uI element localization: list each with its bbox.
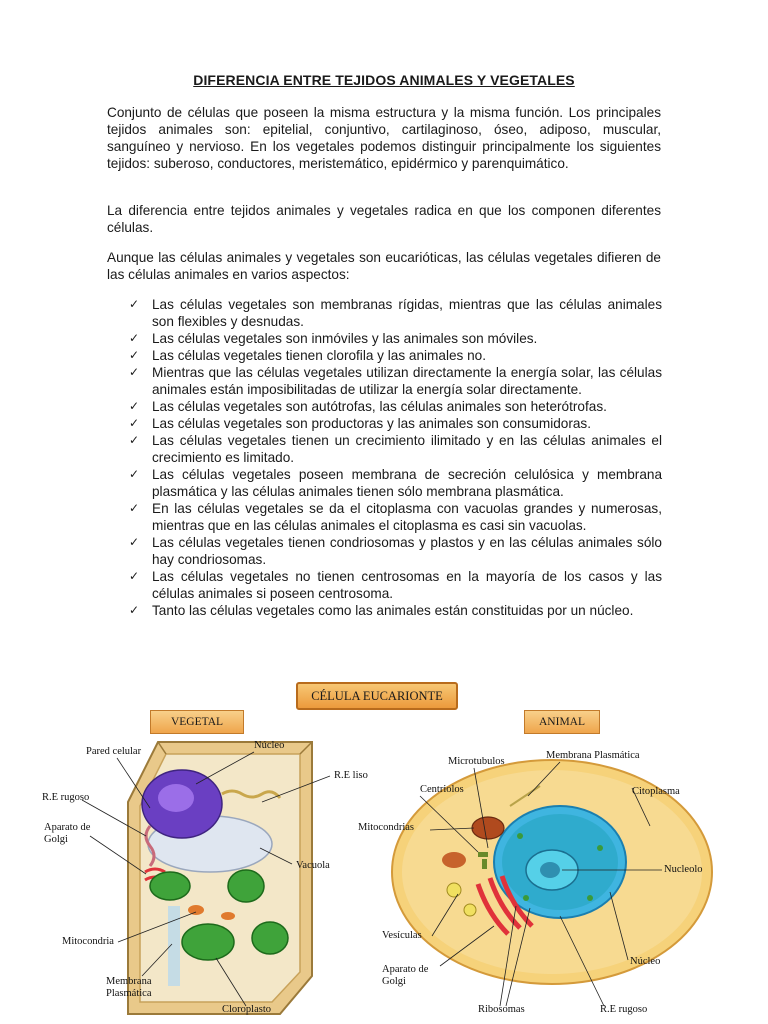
label-vacuola: Vacuola	[296, 860, 330, 871]
plant-header: VEGETAL	[150, 710, 244, 734]
check-icon: ✓	[129, 297, 140, 311]
animal-header: ANIMAL	[524, 710, 600, 734]
label-mitocondria: Mitocondria	[62, 936, 114, 947]
label-nucleolo: Nucleolo	[664, 864, 703, 875]
differences-list	[129, 296, 662, 619]
list-item: ✓ En las células vegetales se da el citoplasma con vacuolas grandes y numerosas, mientras que en las células animales el citoplasma es casi sin vacuolas.	[129, 501, 662, 533]
label-re-liso: R.E liso	[334, 770, 368, 781]
chloroplast-shape	[150, 872, 190, 900]
paragraph-eukaryotic: Aunque las células animales y vegetales son eucarióticas, las células vegetales difieren de las células animales en varios aspectos:	[107, 250, 661, 282]
label-re-rugoso-animal: R.E rugoso	[600, 1004, 648, 1015]
check-icon: ✓	[129, 433, 140, 447]
list-item: ✓ Mientras que las células vegetales utilizan directamente la energía solar, las células animales están imposibilitadas de utilizar la energía solar directamente.	[129, 365, 662, 397]
eukaryotic-cell-label: CÉLULA EUCARIONTE	[296, 682, 458, 710]
label-golgi-vegetal: Aparato de Golgi	[44, 822, 91, 845]
check-icon: ✓	[129, 416, 140, 430]
label-citoplasma: Citoplasma	[632, 786, 680, 797]
check-icon: ✓	[129, 535, 140, 549]
paragraph-difference: La diferencia entre tejidos animales y vegetales radica en que los componen diferentes células.	[107, 203, 661, 235]
label-re-rugoso-vegetal: R.E rugoso	[42, 792, 90, 803]
list-item: ✓ Las células vegetales son inmóviles y las animales son móviles.	[129, 331, 538, 346]
label-centriolos: Centriolos	[420, 784, 464, 795]
check-icon: ✓	[129, 399, 140, 413]
label-pared-celular: Pared celular	[86, 746, 142, 757]
label-cloroplasto: Cloroplasto	[222, 1004, 271, 1015]
check-icon: ✓	[129, 467, 140, 481]
list-item: ✓ Las células vegetales son membranas rígidas, mientras que las células animales son flexibles y desnudas.	[129, 297, 662, 329]
paragraph-intro: Conjunto de células que poseen la misma estructura y la misma función. Los principales tejidos animales son: epitelial, conjuntivo, cartilaginoso, óseo, adiposo, muscular, sanguíneo y nervioso. En los vegetales podemos distinguir principalmente los siguientes tejidos: suberoso, conductores, meristemático, epidérmico y parenquimático.	[107, 105, 661, 171]
check-icon: ✓	[129, 501, 140, 515]
label-microtubulos: Microtubulos	[448, 756, 505, 767]
label-nucleo-animal: Núcleo	[630, 956, 661, 967]
plant-cell	[82, 742, 330, 1014]
check-icon: ✓	[129, 603, 140, 617]
check-icon: ✓	[129, 348, 140, 362]
check-icon: ✓	[129, 365, 140, 379]
list-item: ✓ Las células vegetales poseen membrana de secreción celulósica y membrana plasmática y las células animales tienen sólo membrana plasmática.	[129, 467, 662, 499]
list-item: ✓ Las células vegetales tienen condriosomas y plastos y en las células animales sólo hay condriosomas.	[129, 535, 662, 567]
label-nucleo-vegetal: Núcleo	[254, 740, 285, 751]
label-membrana-vegetal: Membrana Plasmática	[106, 976, 152, 999]
list-item: ✓ Las células vegetales son autótrofas, las células animales son heterótrofas.	[129, 399, 607, 414]
label-vesiculas: Vesículas	[382, 930, 422, 941]
list-item: ✓ Las células vegetales son productoras y las animales son consumidoras.	[129, 416, 592, 431]
list-item: ✓ Las células vegetales no tienen centrosomas en la mayoría de los casos y las células animales si poseen centrosoma.	[129, 569, 662, 601]
list-item: ✓ Las células vegetales tienen clorofila y las animales no.	[129, 348, 486, 363]
cell-diagram	[0, 676, 768, 1024]
check-icon: ✓	[129, 331, 140, 345]
list-item: ✓ Las células vegetales tienen un crecimiento ilimitado y en las células animales el crecimiento es limitado.	[129, 433, 662, 465]
label-mitocondrias: Mitocondrias	[358, 822, 414, 833]
label-golgi-animal: Aparato de Golgi	[382, 964, 429, 987]
list-item: ✓ Tanto las células vegetales como las animales están constituidas por un núcleo.	[129, 603, 634, 618]
label-membrana-animal: Membrana Plasmática	[546, 750, 640, 761]
label-ribosomas: Ribosomas	[478, 1004, 525, 1015]
check-icon: ✓	[129, 569, 140, 583]
page-title: DIFERENCIA ENTRE TEJIDOS ANIMALES Y VEGETALES	[193, 72, 575, 88]
